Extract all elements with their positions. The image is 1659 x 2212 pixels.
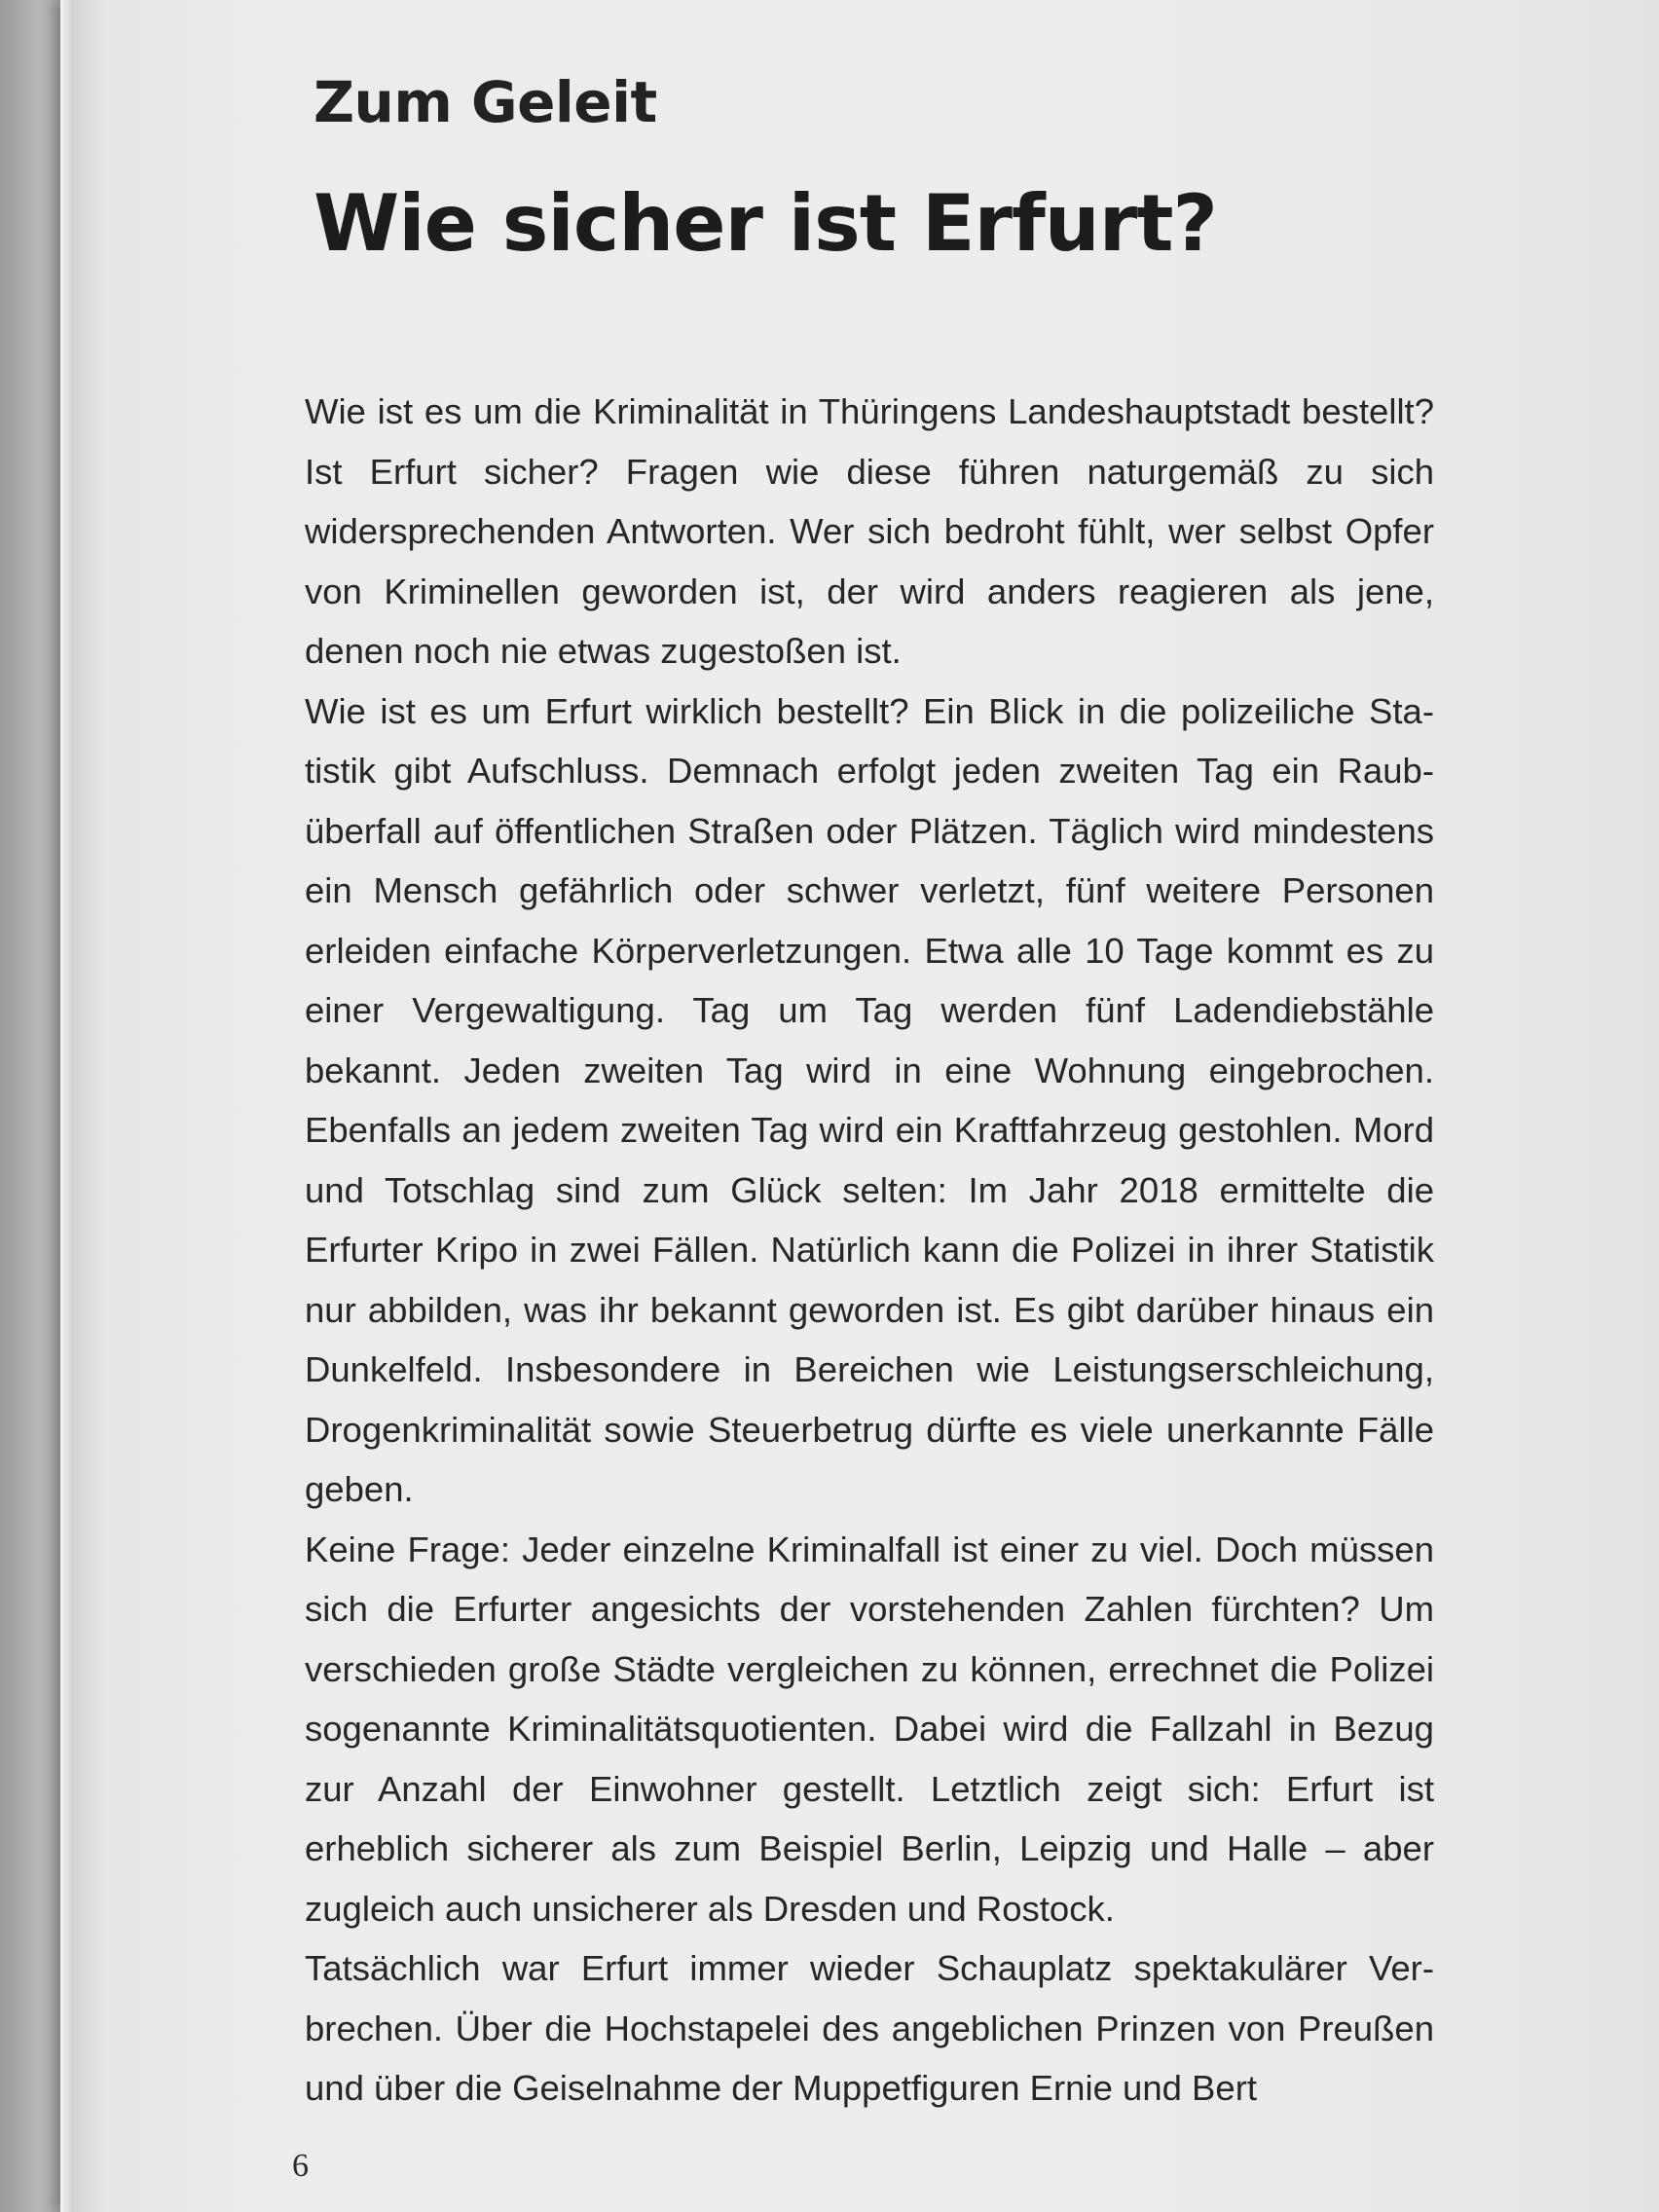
page-number: 6	[292, 2148, 309, 2184]
body-text	[305, 382, 1434, 2119]
section-kicker: Zum Geleit	[313, 69, 657, 135]
page-title: Wie sicher ist Erfurt?	[313, 178, 1217, 269]
paragraph: Keine Frage: Jeder einzelne Kriminalfall ist einer zu viel. Doch müssen sich die Erfurter angesichts der vorstehenden Zahlen fürchten? Um verschieden große Städte vergleichen zu können, errechnet die Polizei sogenannte Kriminalitätsquotienten. Dabei wird die Fallzahl in Bezug zur Anzahl der Einwohner gestellt. Letztlich zeigt sich: Erfurt ist erheblich sicherer als zum Beispiel Berlin, Leipzig und Halle – aber zugleich auch unsicherer als Dresden und Rostock.	[305, 1529, 1434, 1929]
paragraph: Tatsächlich war Erfurt immer wieder Schauplatz spektakulärer Verbrechen. Über die Hochstapelei des angeblichen Prinzen von Preußen und über die Geiselnahme der Muppetfiguren Ernie und Bert	[305, 1948, 1434, 2108]
page-edge	[60, 0, 74, 2212]
paragraph: Wie ist es um die Kriminalität in Thüringens Landeshauptstadt bestellt? Ist Erfurt sicher? Fragen wie diese führen naturgemäß zu sich widersprechenden Antworten. Wer sich bedroht fühlt, wer selbst Opfer von Kriminellen geworden ist, der wird anders reagieren als jene, denen noch nie etwas zugestoßen ist.	[305, 391, 1434, 671]
paragraph: Wie ist es um Erfurt wirklich bestellt? Ein Blick in die polizeiliche Statistik gibt Aufschluss. Demnach erfolgt jeden zweiten Tag ein Raubüberfall auf öffentlichen Straßen oder Plätzen. Täglich wird mindestens ein Mensch gefährlich oder schwer verletzt, fünf weitere Personen erleiden einfache Körperverletzungen. Etwa alle 10 Tage kommt es zu einer Vergewaltigung. Tag um Tag werden fünf Ladendiebstähle bekannt. Jeden zweiten Tag wird in eine Wohnung eingebrochen. Ebenfalls an jedem zweiten Tag wird ein Kraftfahrzeug gestohlen. Mord und Totschlag sind zum Glück selten: Im Jahr 2018 ermittelte die Erfurter Kripo in zwei Fällen. Natürlich kann die Polizei in ihrer Statistik nur abbilden, was ihr bekannt geworden ist. Es gibt darüber hinaus ein Dunkelfeld. Insbesondere in Bereichen wie Leistungserschleichung, Drogenkriminalität sowie Steuerbetrug dürfte es viele unerkannte Fälle geben.	[305, 690, 1434, 1509]
